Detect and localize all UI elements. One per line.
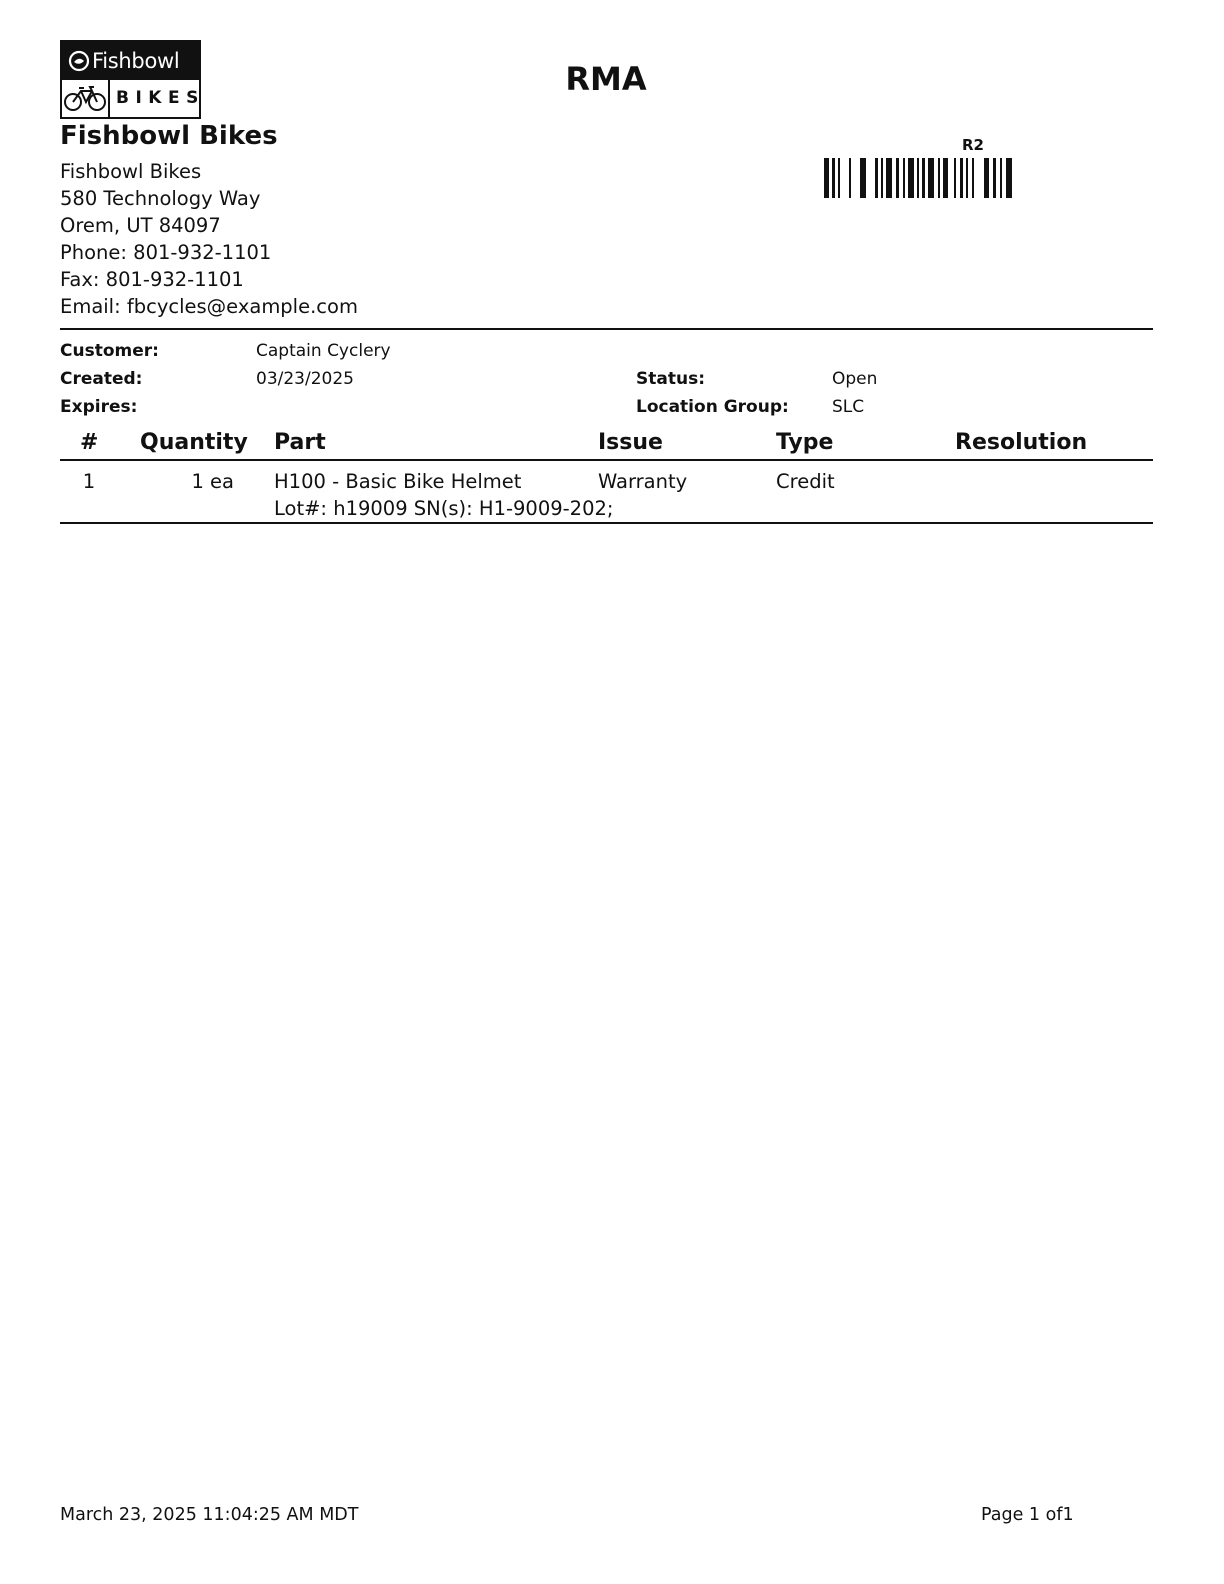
address-line-city: Orem, UT 84097 — [60, 214, 221, 237]
column-header-type: Type — [776, 430, 834, 455]
footer-timestamp: March 23, 2025 11:04:25 AM MDT — [60, 1505, 359, 1525]
customer-label: Customer: — [60, 341, 159, 361]
header-divider — [60, 328, 1153, 330]
column-header-part: Part — [274, 430, 326, 455]
column-header-number: # — [80, 430, 99, 455]
table-bottom-divider — [60, 522, 1153, 524]
row-quantity: 1 ea — [191, 470, 234, 493]
logo-sub-text: BIKES — [116, 88, 205, 108]
barcode-graphic — [824, 158, 1014, 198]
address-line-street: 580 Technology Way — [60, 187, 261, 210]
location-group-label: Location Group: — [636, 397, 789, 417]
created-label: Created: — [60, 369, 143, 389]
barcode-label: R2 — [962, 136, 984, 154]
row-part-detail: Lot#: h19009 SN(s): H1-9009-202; — [274, 497, 614, 520]
row-type: Credit — [776, 470, 835, 493]
address-line-company: Fishbowl Bikes — [60, 160, 202, 183]
company-name-heading: Fishbowl Bikes — [60, 121, 278, 151]
row-issue: Warranty — [598, 470, 688, 493]
footer-page-number: Page 1 of1 — [981, 1505, 1074, 1525]
expires-label: Expires: — [60, 397, 138, 417]
status-value: Open — [832, 369, 878, 389]
customer-value: Captain Cyclery — [256, 341, 391, 361]
row-part: H100 - Basic Bike Helmet — [274, 470, 522, 493]
address-line-email: Email: fbcycles@example.com — [60, 295, 358, 318]
column-header-issue: Issue — [598, 430, 663, 455]
created-value: 03/23/2025 — [256, 369, 354, 389]
table-header-divider — [60, 459, 1153, 461]
column-header-quantity: Quantity — [140, 430, 248, 455]
column-header-resolution: Resolution — [955, 430, 1088, 455]
address-line-phone: Phone: 801-932-1101 — [60, 241, 272, 264]
address-line-fax: Fax: 801-932-1101 — [60, 268, 244, 291]
status-label: Status: — [636, 369, 705, 389]
document-title: RMA — [565, 60, 647, 98]
location-group-value: SLC — [832, 397, 865, 417]
logo-brand-text: Fishbowl — [92, 49, 180, 73]
row-number: 1 — [82, 470, 96, 493]
